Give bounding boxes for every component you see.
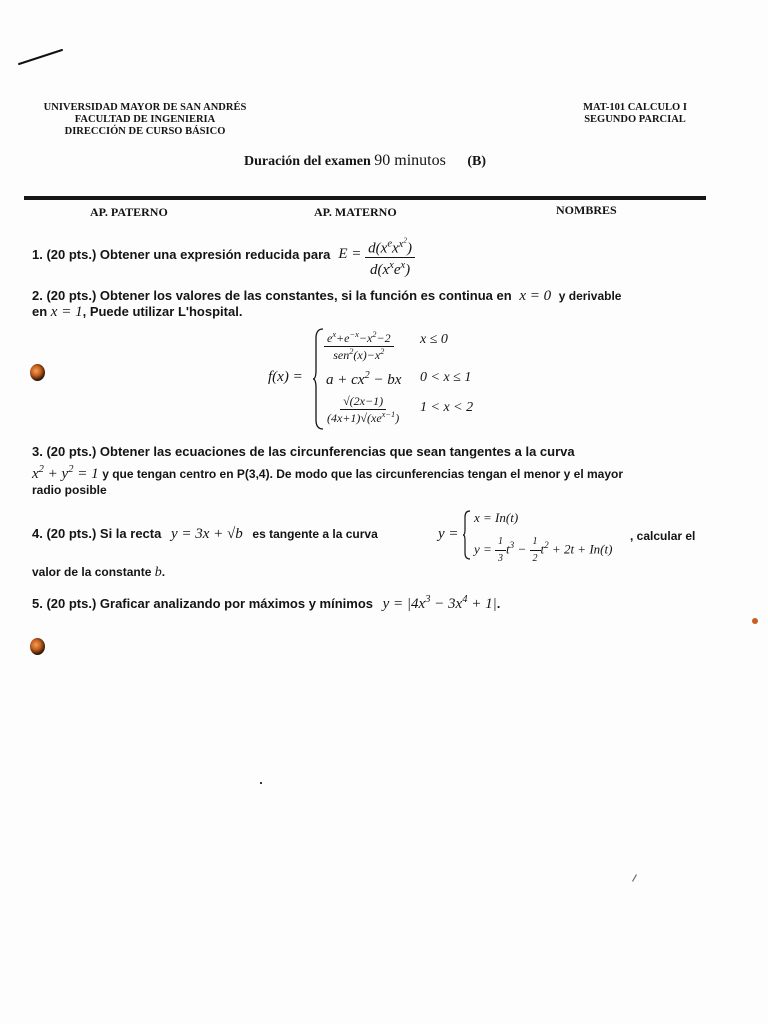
question-5: 5. (20 pts.) Graficar analizando por máximos y mínimos $y = |4x^3 - 3x^4 + 1|$.: [32, 594, 501, 612]
case-1-expression: $\frac{e^x+e^{-x}-x^2-2}{sen^2(x)-x^2}$: [324, 330, 394, 363]
duration-label: Duración del examen: [244, 154, 371, 169]
field-materno: AP. MATERNO: [314, 205, 397, 219]
question-2-hint: , Puede utilizar L'hospital.: [82, 304, 243, 319]
case-2-expression: $a + cx^2$ − bx: [326, 370, 402, 388]
question-4-line-2: valor de la constante b.: [32, 565, 166, 580]
case-3-expression: $\frac{√(2x-1)}{(4x+1)√(xe^{x-1})}$: [327, 394, 400, 425]
field-paterno: AP. PATERNO: [90, 205, 168, 219]
department-name: DIRECCIÓN DE CURSO BÁSICO: [64, 126, 226, 137]
exam-name: SEGUNDO PARCIAL: [584, 114, 686, 125]
binder-hole-bottom: [30, 638, 45, 655]
field-nombres: NOMBRES: [556, 203, 617, 217]
question-4-line-equation: y = 3x + √b: [170, 526, 243, 542]
question-3-line-2: y que tengan centro en P(3,4). De modo que las circunferencias tengan el menor y el mayor: [102, 467, 624, 481]
question-5-formula: $y = |4x^3 - 3x^4 + 1|$: [382, 594, 497, 612]
case-2-condition: 0 < x ≤ 1: [420, 370, 472, 385]
question-4-param-x: x = In(t): [474, 510, 519, 525]
question-3-line-3: radio posible: [32, 483, 107, 497]
question-1: [32, 232, 415, 278]
binder-hole-top: [30, 364, 45, 381]
question-1-formula: E = $\frac{d(x^ex^{x^2})}{d(x^xe^x)}$: [338, 232, 415, 278]
question-4-constant-b: b: [154, 565, 162, 580]
question-3-curve: $x^2 + y^2 = 1$: [32, 464, 99, 482]
question-4-text: 4. (20 pts.) Si la recta: [32, 526, 162, 541]
question-3-line-1: 3. (20 pts.) Obtener las ecuaciones de las circunferencias que sean tangentes a la curva: [32, 444, 575, 459]
question-4: [32, 508, 722, 564]
header-divider: [24, 196, 706, 200]
exam-version: (B): [467, 154, 486, 169]
question-2-text: 2. (20 pts.) Obtener los valores de las constantes, si la función es continua en: [32, 288, 512, 303]
question-2-cond-x0: x = 0: [519, 288, 552, 304]
question-4-param-y: y = $\frac{1}{3}$ $t^3$ − $\frac{1}{2}$ $t^2 + 2t + In(t)$: [474, 536, 613, 564]
question-3: [32, 444, 722, 498]
duration-line: [244, 152, 486, 170]
question-2: [32, 288, 722, 320]
question-2-en: en: [32, 304, 48, 319]
question-4-tangent-text: es tangente a la curva: [252, 527, 378, 541]
case-1-condition: x ≤ 0: [420, 332, 448, 347]
speck-mark: [752, 618, 758, 624]
speck-mark: [632, 874, 637, 881]
duration-value: 90 minutos: [374, 152, 446, 169]
university-name: UNIVERSIDAD MAYOR DE SAN ANDRÉS: [43, 102, 247, 113]
question-4-suffix: , calcular el: [630, 529, 696, 543]
faculty-name: FACULTAD DE INGENIERIA: [74, 114, 216, 125]
question-5-text: 5. (20 pts.) Graficar analizando por máximos y mínimos: [32, 596, 373, 611]
piecewise-function: [268, 326, 488, 432]
case-3-condition: 1 < x < 2: [420, 400, 474, 415]
institution-block: [30, 102, 260, 138]
question-2-derivable: y derivable: [558, 289, 622, 303]
curve-brace-icon: [462, 510, 472, 560]
function-label: f(x) =: [268, 369, 303, 385]
question-4-curve-label: y =: [438, 526, 459, 542]
question-1-text: 1. (20 pts.) Obtener una expresión reducida para: [32, 247, 331, 262]
question-4-constant-text: valor de la constante: [32, 565, 152, 579]
pen-mark-icon: [16, 46, 66, 68]
course-block: [570, 102, 700, 126]
question-2-cond-x1: x = 1: [50, 304, 83, 320]
course-code: MAT-101 CALCULO I: [583, 102, 687, 113]
speck-mark: [260, 782, 262, 784]
